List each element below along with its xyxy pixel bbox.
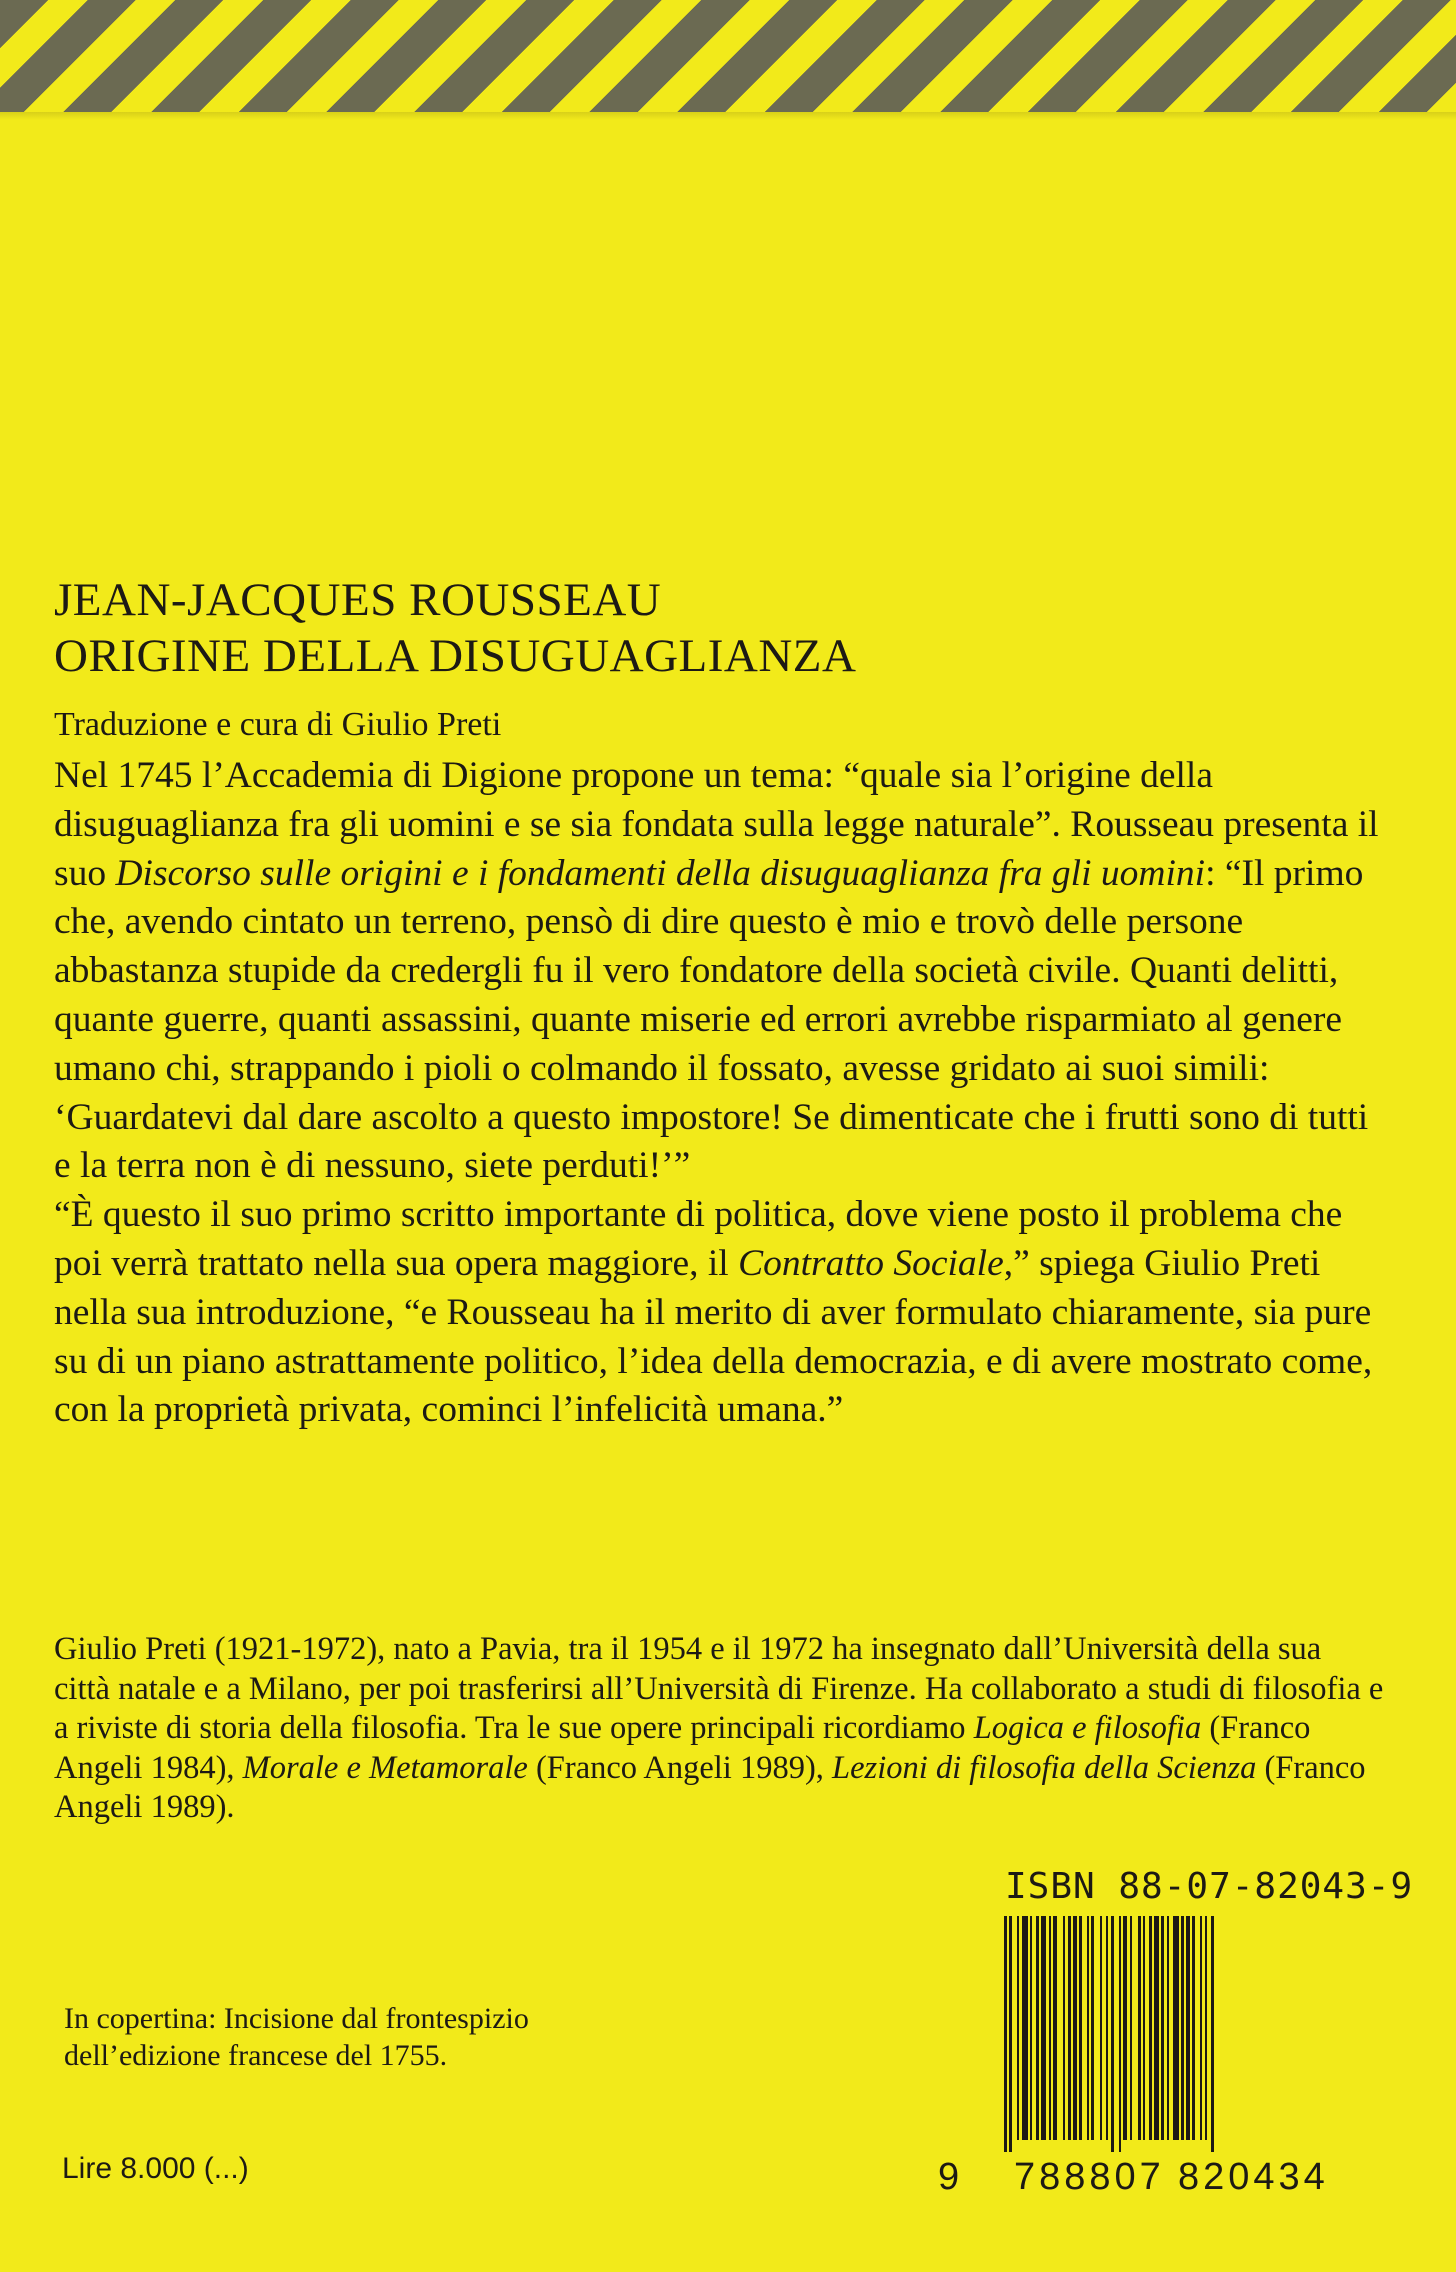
blurb-paragraph-1 — [54, 752, 1384, 1191]
barcode-bar — [1119, 1916, 1121, 2152]
barcode-bar — [1181, 1916, 1184, 2140]
barcode-bar — [1009, 1916, 1012, 2152]
blurb-text: “È questo il suo primo scritto importante di politica, dove viene posto il problema che poi verrà trattato nella sua opera maggiore, il — [54, 1194, 1343, 1284]
barcode-bar — [1053, 1916, 1057, 2140]
barcode-bar — [1161, 1916, 1164, 2140]
barcode-bar — [1200, 1916, 1202, 2140]
barcode-bar — [1192, 1916, 1195, 2140]
isbn-label: ISBN 88-07-82043-9 — [1005, 1866, 1414, 1907]
bio-text: (Franco Angeli 1989). — [54, 1749, 1366, 1825]
barcode-bar — [1154, 1916, 1159, 2140]
barcode — [1004, 1916, 1376, 2152]
barcode-bar — [1004, 1916, 1007, 2152]
barcode-bar — [1106, 1916, 1108, 2140]
blurb — [54, 752, 1384, 1435]
barcode-bar — [1091, 1916, 1094, 2140]
barcode-bar — [1100, 1916, 1102, 2140]
work-title: Morale e Metamorale — [242, 1749, 528, 1786]
barcode-bar — [1073, 1916, 1077, 2140]
barcode-bar — [1022, 1916, 1028, 2140]
blurb-text: : “Il primo che, avendo cintato un terreno, pensò di dire questo è mio e trovò delle persone abbastanza stupide da credergli fu il vero fondatore della società civile. Quanti delitti, quante guerre, quanti assassini, quante miserie ed errori avrebbe risparmiato al genere umano chi, strappando i pioli o colmando il fossato, avesse gridato ai suoi simili: ‘Guardatevi dal dare ascolto a questo impostore! Se dimenticate che i frutti sono di tutti e la terra non è di nessuno, siete perduti!’” — [54, 852, 1369, 1187]
blurb-paragraph-2 — [54, 1191, 1384, 1435]
barcode-bar — [1173, 1916, 1179, 2140]
barcode-bar — [1211, 1916, 1214, 2152]
barcode-right-digits: 820434 — [1178, 2156, 1329, 2198]
author-name: JEAN-JACQUES ROUSSEAU — [54, 574, 662, 626]
book-title: ORIGINE DELLA DISUGUAGLIANZA — [54, 630, 857, 682]
work-title: Logica e filosofia — [973, 1710, 1202, 1746]
bio-text: (Franco Angeli 1984), — [54, 1710, 1311, 1786]
barcode-bar — [1186, 1916, 1190, 2140]
price: Lire 8.000 (...) — [62, 2152, 249, 2185]
barcode-bar — [1041, 1916, 1046, 2140]
barcode-bar — [1030, 1916, 1032, 2140]
barcode-bar — [1017, 1916, 1019, 2140]
work-title: Lezioni di filosofia della Scienza — [832, 1749, 1257, 1786]
work-title: Contratto Sociale — [738, 1242, 1004, 1284]
barcode-left-digits: 788807 — [1014, 2156, 1165, 2198]
barcode-bar — [1068, 1916, 1071, 2140]
barcode-bar — [1130, 1916, 1132, 2140]
barcode-bar — [1167, 1916, 1169, 2140]
barcode-bar — [1149, 1916, 1152, 2140]
blurb-text: ,” spiega Giulio Preti nella sua introduzione, “e Rousseau ha il merito di aver formulato chiaramente, sia pure su di un piano astrattamente politico, l’idea della democrazia, e di avere mostrato come, con la proprietà privata, cominci l’infelicità umana.” — [54, 1242, 1373, 1431]
barcode-bar — [1123, 1916, 1127, 2140]
blurb-text: Nel 1745 l’Accademia di Digione propone un tema: “quale sia l’origine della disuguaglianza fra gli uomini e se sia fondata sulla legge naturale”. Rousseau presenta il suo — [54, 755, 1379, 894]
cover-note-line: dell’edizione francese del 1755. — [64, 2039, 448, 2072]
barcode-bar — [1205, 1916, 1207, 2140]
work-title: Discorso sulle origini e i fondamenti della disuguaglianza fra gli uomini — [115, 852, 1206, 894]
barcode-bar — [1143, 1916, 1145, 2140]
barcode-lead-digit: 9 — [938, 2156, 960, 2198]
barcode-bar — [1063, 1916, 1065, 2140]
barcode-bar — [1138, 1916, 1141, 2140]
cover-note — [64, 2000, 529, 2074]
cover-note-line: In copertina: Incisione dal frontespizio — [64, 2002, 529, 2035]
stripe-shadow — [0, 112, 1456, 120]
barcode-bar — [1079, 1916, 1082, 2140]
barcode-bar — [1111, 1916, 1114, 2152]
barcode-bar — [1087, 1916, 1089, 2140]
barcode-bar — [1049, 1916, 1051, 2140]
bio-text: (Franco Angeli 1989), — [527, 1749, 833, 1786]
hazard-stripe-band — [0, 0, 1456, 112]
bio-text: Giulio Preti (1921-1972), nato a Pavia, tra il 1954 e il 1972 ha insegnato dall’Università della sua città natale e a Milano, per poi trasferirsi all’Università di Firenze. Ha collaborato a studi di filosofia e a riviste di storia della filosofia. Tra le sue opere principali ricordiamo — [54, 1631, 1384, 1746]
barcode-bar — [1036, 1916, 1039, 2140]
translator-bio — [54, 1630, 1384, 1828]
translator-credit: Traduzione e cura di Giulio Preti — [54, 706, 502, 743]
